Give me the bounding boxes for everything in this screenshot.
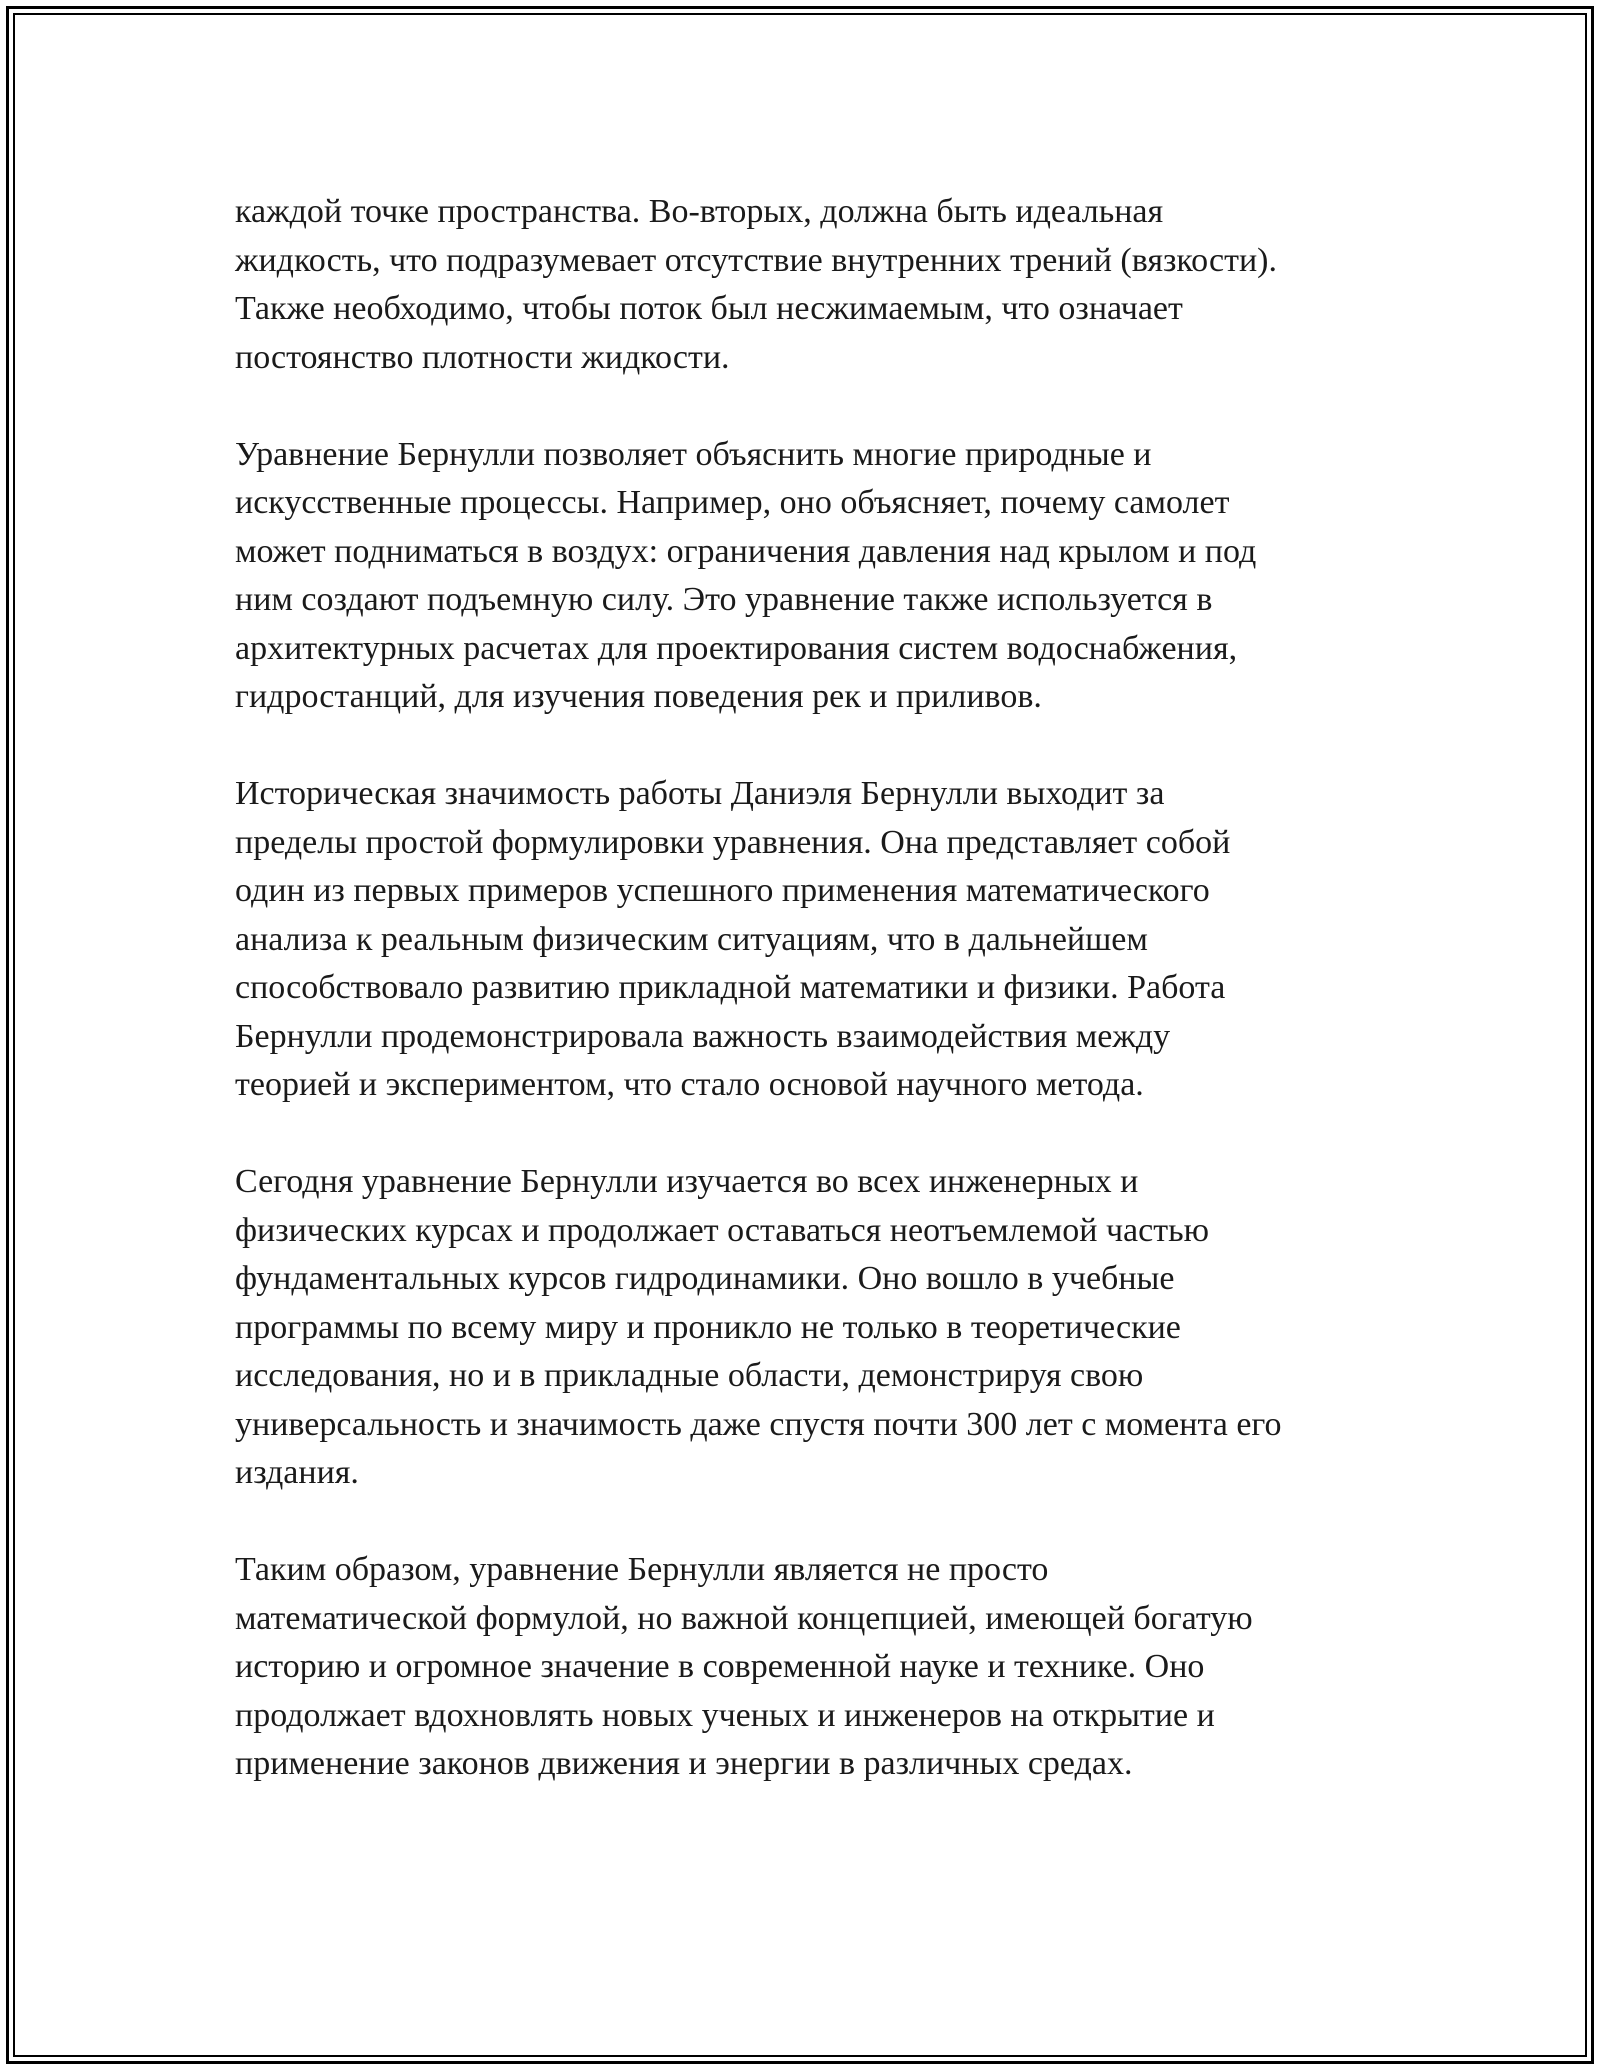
text-line: искусственные процессы. Например, оно объясняет, почему самолет (235, 484, 1230, 521)
text-line: теорией и экспериментом, что стало основой научного метода. (235, 1066, 1144, 1103)
paragraph-5 (235, 1546, 1375, 1789)
text-line: Бернулли продемонстрировала важность взаимодействия между (235, 1017, 1171, 1055)
text-line: Сегодня уравнение Бернулли изучается во всех инженерных и (235, 1163, 1139, 1200)
text-line: может подниматься в воздух: ограничения давления над крылом и под (235, 532, 1257, 570)
text-line: фундаментальных курсов гидродинамики. Оно вошло в учебные (235, 1260, 1175, 1297)
text-line: один из первых примеров успешного применения математического (235, 872, 1210, 909)
text-line: универсальность и значимость даже спустя почти 300 лет с момента его (235, 1405, 1282, 1443)
text-line: анализа к реальным физическим ситуациям, что в дальнейшем (235, 920, 1148, 958)
text-line: пределы простой формулировки уравнения. Она представляет собой (235, 823, 1231, 861)
text-line: каждой точке пространства. Во-вторых, должна быть идеальная (235, 193, 1164, 230)
text-line: математической формулой, но важной концепцией, имеющей богатую (235, 1599, 1253, 1637)
text-line: Таким образом, уравнение Бернулли является не просто (235, 1551, 1049, 1588)
text-line: физических курсах и продолжает оставаться неотъемлемой частью (235, 1211, 1209, 1249)
document-body (235, 188, 1375, 1837)
text-line: Уравнение Бернулли позволяет объяснить многие природные и (235, 435, 1152, 473)
text-line: постоянство плотности жидкости. (235, 338, 730, 376)
paragraph-4 (235, 1158, 1375, 1498)
text-line: Также необходимо, чтобы поток был несжимаемым, что означает (235, 290, 1183, 327)
text-line: программы по всему миру и проникло не только в теоретические (235, 1308, 1181, 1346)
text-line: Историческая значимость работы Даниэля Бернулли выходит за (235, 775, 1165, 812)
paragraph-2 (235, 431, 1375, 722)
paragraph-3 (235, 770, 1375, 1110)
text-line: продолжает вдохновлять новых ученых и инженеров на открытие и (235, 1696, 1215, 1734)
paragraph-1 (235, 188, 1375, 382)
text-line: способствовало развитию прикладной математики и физики. Работа (235, 969, 1226, 1006)
text-line: исследования, но и в прикладные области, демонстрируя свою (235, 1357, 1144, 1394)
text-line: применение законов движения и энергии в различных средах. (235, 1745, 1133, 1782)
text-line: гидростанций, для изучения поведения рек и приливов. (235, 678, 1042, 715)
text-line: жидкость, что подразумевает отсутствие внутренних трений (вязкости). (235, 241, 1277, 279)
text-line: издания. (235, 1454, 359, 1491)
text-line: историю и огромное значение в современной науке и технике. Оно (235, 1648, 1205, 1685)
text-line: ним создают подъемную силу. Это уравнение также используется в (235, 581, 1213, 618)
text-line: архитектурных расчетах для проектирования систем водоснабжения, (235, 629, 1238, 667)
